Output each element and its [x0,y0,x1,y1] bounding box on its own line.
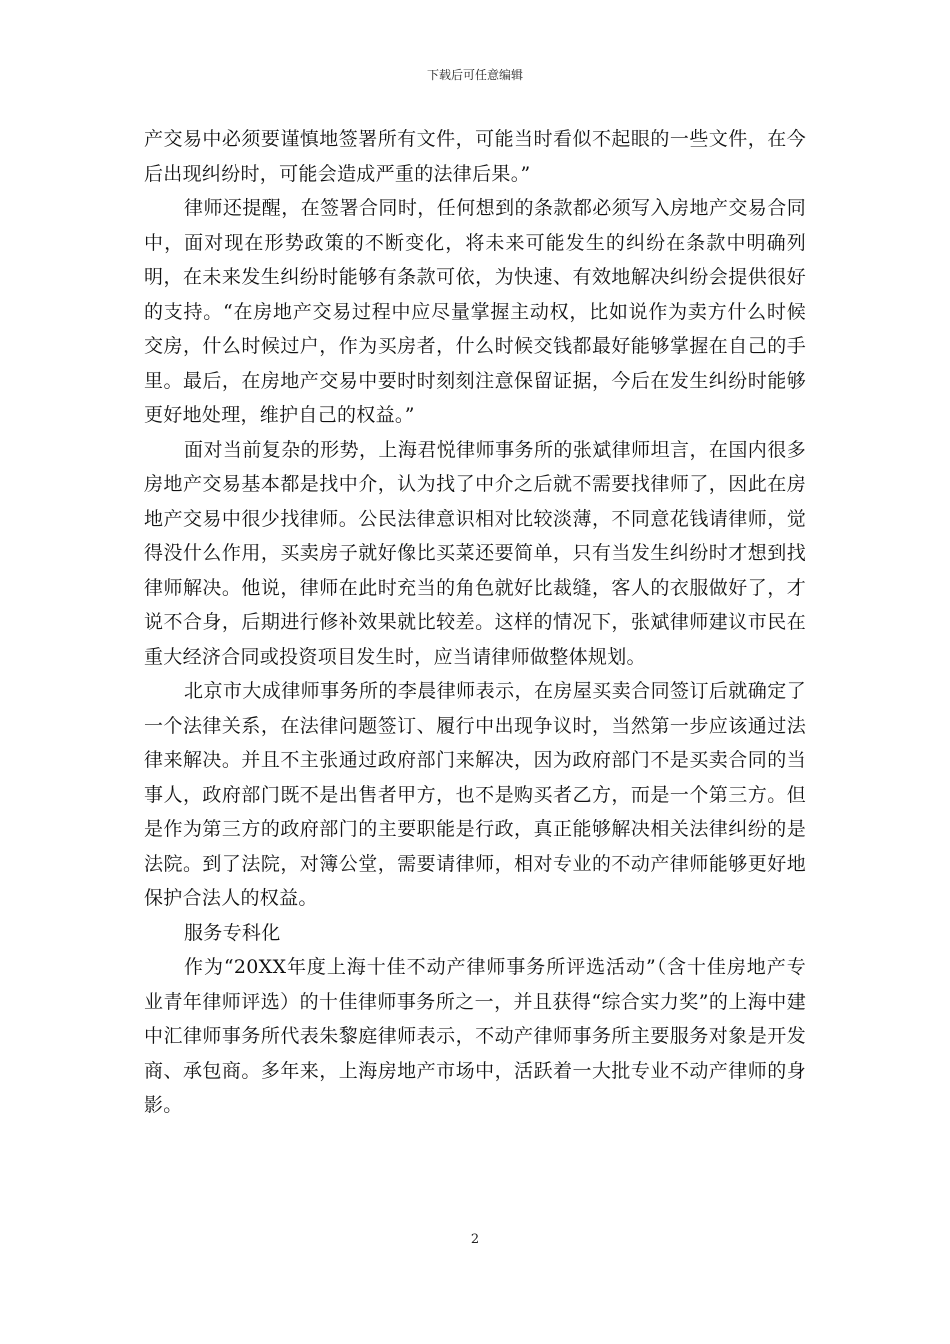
paragraph-zhang-bin: 面对当前复杂的形势，上海君悦律师事务所的张斌律师坦言，在国内很多房地产交易基本都是找中介，认为找了中介之后就不需要找律师了，因此在房地产交易中很少找律师。公民法律意识相对比较淡薄，不同意花钱请律师，觉得没什么作用，买卖房子就好像比买菜还要简单，只有当发生纠纷时才想到找律师解决。他说，律师在此时充当的角色就好比裁缝，客人的衣服做好了，才说不合身，后期进行修补效果就比较差。这样的情况下，张斌律师建议市民在重大经济合同或投资项目发生时，应当请律师做整体规划。 [144,438,806,668]
paragraph-zhu-liting: 作为“20XX年度上海十佳不动产律师事务所评选活动”（含十佳房地产专业青年律师评选）的十佳律师事务所之一，并且获得“综合实力奖”的上海中建中汇律师事务所代表朱黎庭律师表示，不动产律师事务所主要服务对象是开发商、承包商。多年来，上海房地产市场中，活跃着一大批专业不动产律师的身影。 [144,956,806,1116]
page-header: 下载后可任意编辑 [426,68,523,82]
paragraph-continuation: 产交易中必须要谨慎地签署所有文件，可能当时看似不起眼的一些文件，在今后出现纠纷时，可能会造成严重的法律后果。” [144,128,806,185]
paragraph-lawyer-reminder: 律师还提醒，在签署合同时，任何想到的条款都必须写入房地产交易合同中，面对现在形势政策的不断变化，将未来可能发生的纠纷在条款中明确列明，在未来发生纠纷时能够有条款可依，为快速、有效地解决纠纷会提供很好的支持。“在房地产交易过程中应尽量掌握主动权，比如说作为卖方什么时候交房，什么时候过户，作为买房者，什么时候交钱都最好能够掌握在自己的手里。最后，在房地产交易中要时时刻刻注意保留证据，今后在发生纠纷时能够更好地处理，维护自己的权益。” [144,197,806,426]
page-number: 2 [470,1232,480,1247]
paragraph-li-chen: 北京市大成律师事务所的李晨律师表示，在房屋买卖合同签订后就确定了一个法律关系，在法律问题签订、履行中出现争议时，当然第一步应该通过法律来解决。并且不主张通过政府部门来解决，因为政府部门不是买卖合同的当事人，政府部门既不是出售者甲方，也不是购买者乙方，而是一个第三方。但是作为第三方的政府部门的主要职能是行政，真正能够解决相关法律纠纷的是法院。到了法院，对簿公堂，需要请律师，相对专业的不动产律师能够更好地保护合法人的权益。 [144,680,806,909]
document-body [144,122,806,1123]
section-heading: 服务专科化 [184,921,281,944]
